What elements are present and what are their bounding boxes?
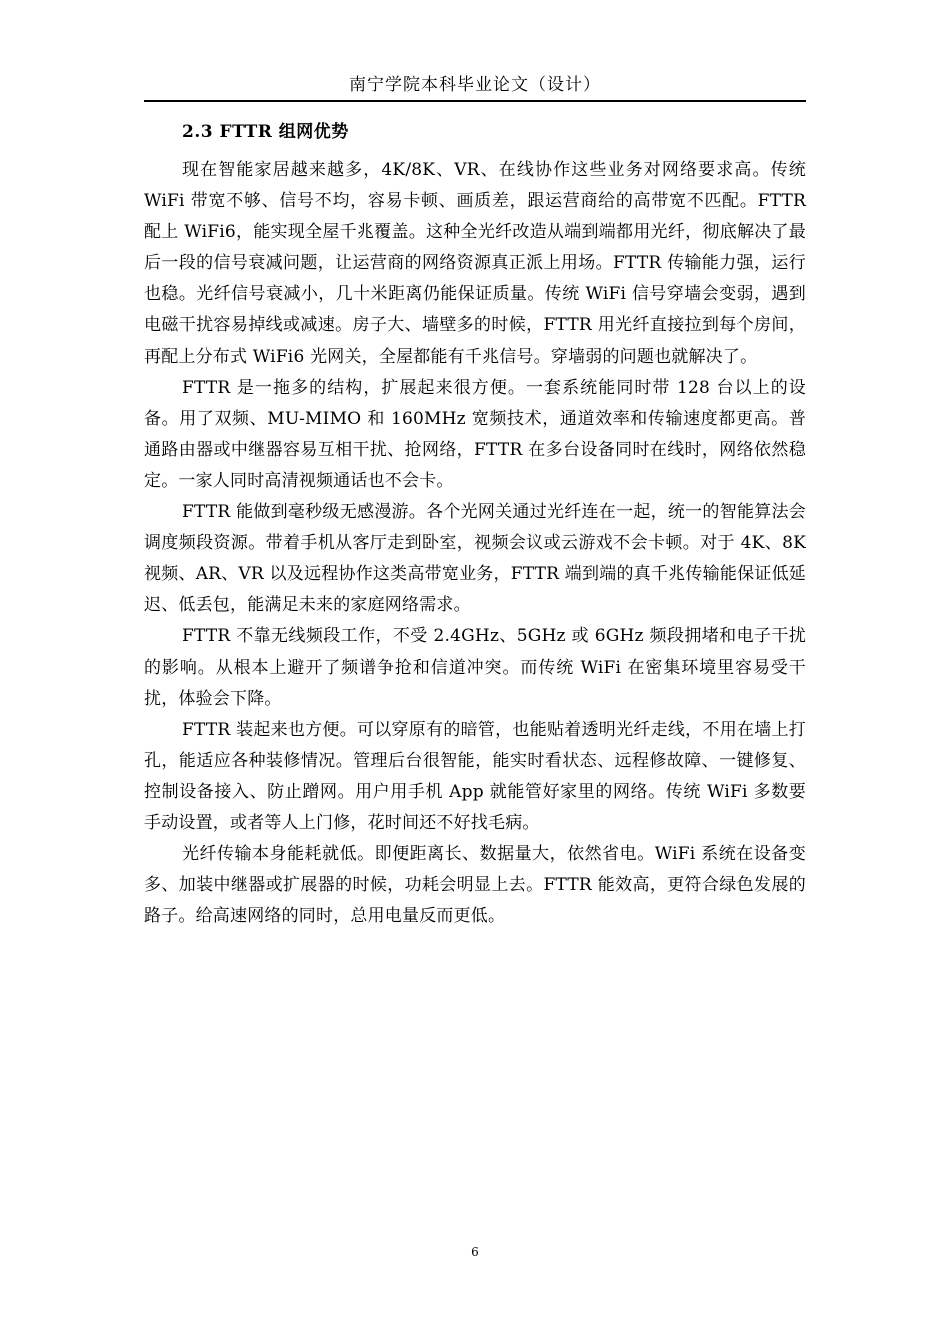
paragraph-3: FTTR 能做到毫秒级无感漫游。各个光网关通过光纤连在一起，统一的智能算法会调度频段资源。带着手机从客厅走到卧室，视频会议或云游戏不会卡顿。对于 4K、8K 视频、AR、VR 以及远程协作这类高带宽业务，FTTR 端到端的真千兆传输能保证低延迟、低丢包，能满足未来的家庭网络需求。	[144, 502, 806, 616]
paragraph-6: 光纤传输本身能耗就低。即便距离长、数据量大，依然省电。WiFi 系统在设备变多、加装中继器或扩展器的时候，功耗会明显上去。FTTR 能效高，更符合绿色发展的路子。给高速网络的同时，总用电量反而更低。	[144, 844, 806, 927]
paragraph-1: 现在智能家居越来越多，4K/8K、VR、在线协作这些业务对网络要求高。传统 WiFi 带宽不够、信号不均，容易卡顿、画质差，跟运营商给的高带宽不匹配。FTTR 配上 WiFi6，能实现全屋千兆覆盖。这种全光纤改造从端到端都用光纤，彻底解决了最后一段的信号衰减问题，让运营商的网络资源真正派上用场。FTTR 传输能力强，运行也稳。光纤信号衰减小，几十米距离仍能保证质量。传统 WiFi 信号穿墙会变弱，遇到电磁干扰容易掉线或减速。房子大、墙壁多的时候，FTTR 用光纤直接拉到每个房间，再配上分布式 WiFi6 光网关，全屋都能有千兆信号。穿墙弱的问题也就解决了。	[144, 160, 806, 367]
paragraph-5: FTTR 装起来也方便。可以穿原有的暗管，也能贴着透明光纤走线，不用在墙上打孔，能适应各种装修情况。管理后台很智能，能实时看状态、远程修故障、一键修复、控制设备接入、防止蹭网。用户用手机 App 就能管好家里的网络。传统 WiFi 多数要手动设置，或者等人上门修，花时间还不好找毛病。	[144, 719, 806, 833]
page-header: 南宁学院本科毕业论文（设计）	[349, 75, 601, 95]
page-number: 6	[471, 1245, 479, 1259]
paragraph-4: FTTR 不靠无线频段工作，不受 2.4GHz、5GHz 或 6GHz 频段拥堵和电子干扰的影响。从根本上避开了频谱争抢和信道冲突。而传统 WiFi 在密集环境里容易受干扰，体验会下降。	[144, 626, 806, 709]
header-rule	[144, 100, 806, 102]
section-heading: 2.3 FTTR 组网优势	[182, 122, 349, 142]
body-text	[144, 155, 806, 932]
paragraph-2: FTTR 是一拖多的结构，扩展起来很方便。一套系统能同时带 128 台以上的设备。用了双频、MU-MIMO 和 160MHz 宽频技术，通道效率和传输速度都更高。普通路由器或中继器容易互相干扰、抢网络，FTTR 在多台设备同时在线时，网络依然稳定。一家人同时高清视频通话也不会卡。	[144, 377, 806, 491]
